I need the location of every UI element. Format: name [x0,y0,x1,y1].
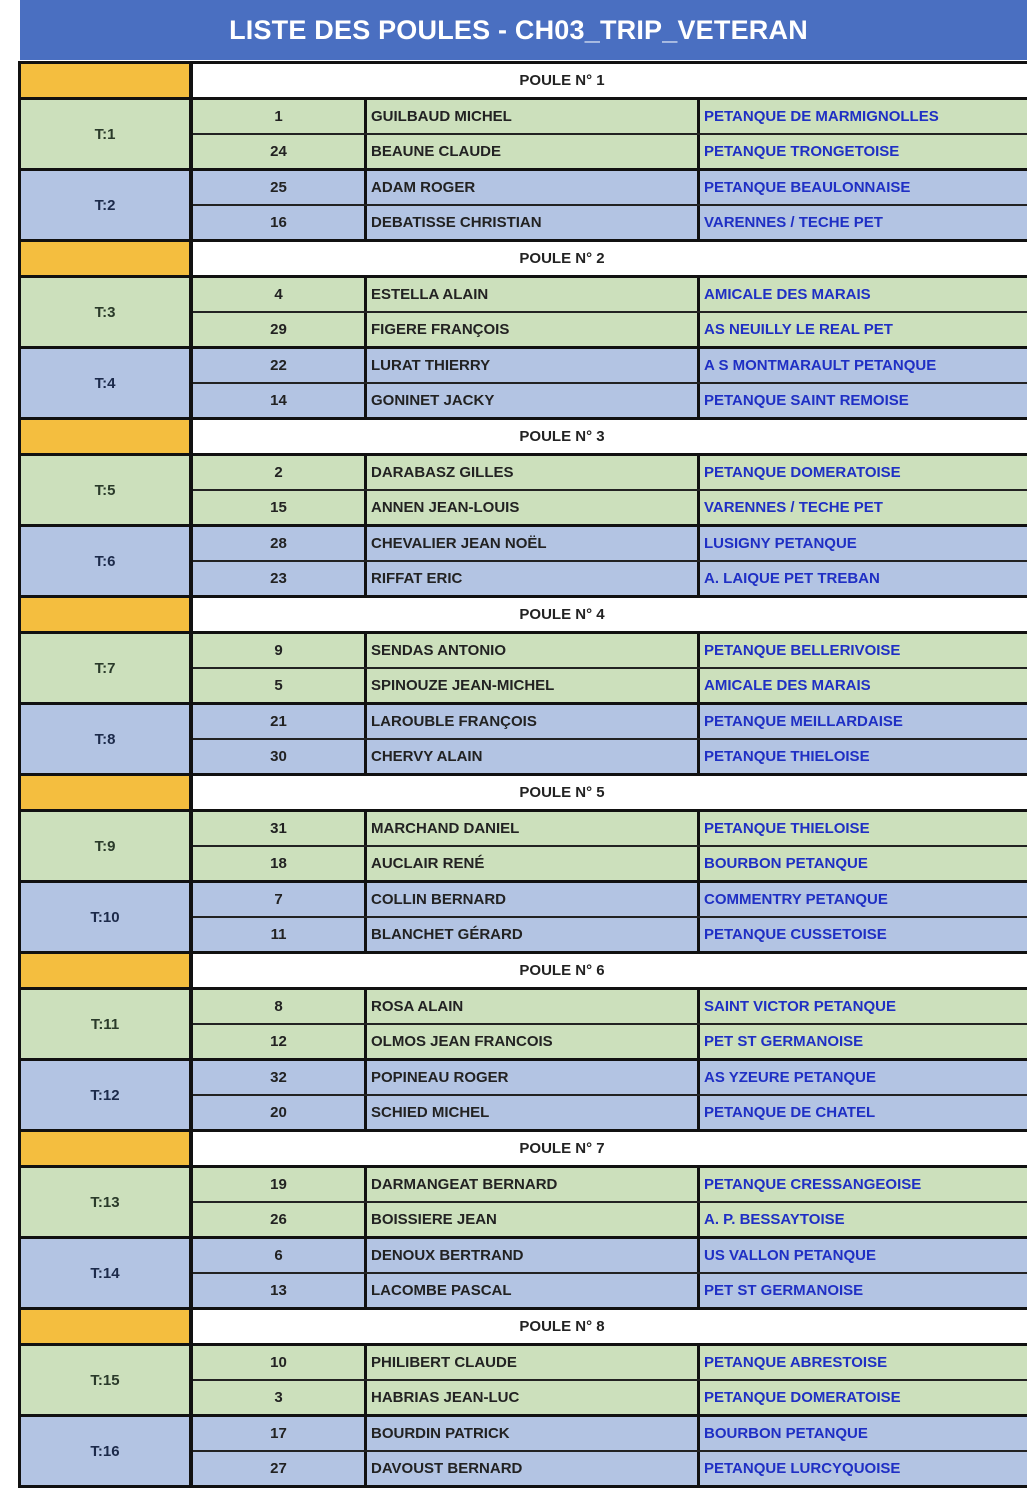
player-row [193,812,1027,845]
player-club: PETANQUE ABRESTOISE [704,1354,888,1371]
poule-header-row [21,598,1027,634]
player-number: 10 [193,1346,367,1379]
player-row [193,349,1027,382]
player-number: 2 [193,456,367,489]
player-row [193,100,1027,133]
players-list [193,1061,1027,1129]
players-list [193,705,1027,773]
team-label: T:10 [21,883,193,951]
player-name: PHILIBERT CLAUDE [367,1346,700,1379]
player-number: 32 [193,1061,367,1094]
page-title: LISTE DES POULES - CH03_TRIP_VETERAN [20,0,1027,60]
player-name: GONINET JACKY [367,384,700,417]
player-name: LAROUBLE FRANÇOIS [367,705,700,738]
player-number: 4 [193,278,367,311]
player-name: CHEVALIER JEAN NOËL [367,527,700,560]
poule-block [21,64,1027,242]
player-row [193,171,1027,204]
poule-block [21,598,1027,776]
player-name: CHERVY ALAIN [367,740,700,773]
player-club: PETANQUE DE CHATEL [704,1104,876,1121]
player-number: 6 [193,1239,367,1272]
player-club: LUSIGNY PETANQUE [704,535,857,552]
player-club: PET ST GERMANOISE [704,1033,864,1050]
poule-block [21,776,1027,954]
poule-marker [21,420,193,453]
player-club: PETANQUE BELLERIVOISE [704,642,901,659]
poule-header-row [21,64,1027,100]
player-number: 29 [193,313,367,346]
player-name: GUILBAUD MICHEL [367,100,700,133]
players-list [193,171,1027,239]
player-club: PETANQUE SAINT REMOISE [704,392,909,409]
poule-title: POULE N° 3 [193,420,1027,453]
player-number: 22 [193,349,367,382]
player-club: A. P. BESSAYTOISE [704,1211,845,1228]
player-number: 19 [193,1168,367,1201]
player-name: RIFFAT ERIC [367,562,700,595]
player-row [193,667,1027,702]
player-club: PET ST GERMANOISE [704,1282,864,1299]
team-group [21,812,1027,883]
poule-title: POULE N° 5 [193,776,1027,809]
player-number: 25 [193,171,367,204]
player-club: PETANQUE LURCYQUOISE [704,1460,901,1477]
team-label: T:3 [21,278,193,346]
player-name: OLMOS JEAN FRANCOIS [367,1025,700,1058]
player-row [193,1450,1027,1485]
players-list [193,990,1027,1058]
players-list [193,100,1027,168]
player-name: ADAM ROGER [367,171,700,204]
player-name: MARCHAND DANIEL [367,812,700,845]
player-number: 24 [193,135,367,168]
poule-marker [21,1310,193,1343]
player-row [193,1094,1027,1129]
player-number: 31 [193,812,367,845]
team-label: T:5 [21,456,193,524]
team-label: T:4 [21,349,193,417]
player-number: 12 [193,1025,367,1058]
player-row [193,705,1027,738]
player-number: 3 [193,1381,367,1414]
player-name: BEAUNE CLAUDE [367,135,700,168]
player-number: 27 [193,1452,367,1485]
player-club: PETANQUE DE MARMIGNOLLES [704,108,939,125]
player-name: HABRIAS JEAN-LUC [367,1381,700,1414]
poule-marker [21,64,193,97]
player-number: 14 [193,384,367,417]
poule-title: POULE N° 1 [193,64,1027,97]
player-name: BOURDIN PATRICK [367,1417,700,1450]
team-group [21,456,1027,527]
player-club: AS YZEURE PETANQUE [704,1069,876,1086]
team-group [21,1417,1027,1488]
team-group [21,634,1027,705]
player-club: AMICALE DES MARAIS [704,286,871,303]
player-club: AMICALE DES MARAIS [704,677,871,694]
team-group [21,349,1027,420]
poule-title: POULE N° 7 [193,1132,1027,1165]
player-row [193,916,1027,951]
player-row [193,1023,1027,1058]
poule-header-row [21,242,1027,278]
player-number: 11 [193,918,367,951]
players-list [193,634,1027,702]
players-list [193,456,1027,524]
team-group [21,171,1027,242]
player-number: 5 [193,669,367,702]
player-row [193,382,1027,417]
player-club: A S MONTMARAULT PETANQUE [704,357,937,374]
poule-block [21,1132,1027,1310]
poule-block [21,954,1027,1132]
player-name: POPINEAU ROGER [367,1061,700,1094]
player-number: 26 [193,1203,367,1236]
player-row [193,1272,1027,1307]
player-name: ESTELLA ALAIN [367,278,700,311]
player-number: 18 [193,847,367,880]
player-number: 17 [193,1417,367,1450]
player-number: 7 [193,883,367,916]
player-row [193,1379,1027,1414]
player-name: BLANCHET GÉRARD [367,918,700,951]
player-name: SPINOUZE JEAN-MICHEL [367,669,700,702]
player-name: FIGERE FRANÇOIS [367,313,700,346]
poule-block [21,420,1027,598]
player-row [193,1168,1027,1201]
player-row [193,560,1027,595]
player-club: AS NEUILLY LE REAL PET [704,321,893,338]
player-row [193,883,1027,916]
player-row [193,1417,1027,1450]
player-club: COMMENTRY PETANQUE [704,891,888,908]
players-list [193,1168,1027,1236]
player-number: 23 [193,562,367,595]
team-group [21,705,1027,776]
player-name: ANNEN JEAN-LOUIS [367,491,700,524]
player-row [193,1346,1027,1379]
player-name: LURAT THIERRY [367,349,700,382]
player-name: BOISSIERE JEAN [367,1203,700,1236]
team-label: T:11 [21,990,193,1058]
team-label: T:2 [21,171,193,239]
poule-marker [21,598,193,631]
team-label: T:1 [21,100,193,168]
poule-marker [21,954,193,987]
players-list [193,278,1027,346]
player-row [193,845,1027,880]
players-list [193,527,1027,595]
players-list [193,1346,1027,1414]
player-club: BOURBON PETANQUE [704,855,868,872]
player-club: VARENNES / TECHE PET [704,499,883,516]
player-club: VARENNES / TECHE PET [704,214,883,231]
player-name: COLLIN BERNARD [367,883,700,916]
poule-header-row [21,420,1027,456]
poule-marker [21,776,193,809]
player-club: SAINT VICTOR PETANQUE [704,998,896,1015]
poule-marker [21,242,193,275]
player-number: 21 [193,705,367,738]
player-club: PETANQUE THIELOISE [704,820,870,837]
player-row [193,311,1027,346]
player-club: US VALLON PETANQUE [704,1247,876,1264]
team-label: T:14 [21,1239,193,1307]
player-name: SENDAS ANTONIO [367,634,700,667]
team-group [21,100,1027,171]
poule-title: POULE N° 2 [193,242,1027,275]
player-row [193,527,1027,560]
poule-header-row [21,1310,1027,1346]
player-name: DEBATISSE CHRISTIAN [367,206,700,239]
player-name: ROSA ALAIN [367,990,700,1023]
player-club: PETANQUE THIELOISE [704,748,870,765]
player-club: BOURBON PETANQUE [704,1425,868,1442]
player-number: 15 [193,491,367,524]
players-list [193,1239,1027,1307]
team-group [21,527,1027,598]
team-group [21,278,1027,349]
player-club: PETANQUE TRONGETOISE [704,143,900,160]
player-number: 20 [193,1096,367,1129]
player-row [193,738,1027,773]
player-name: DAVOUST BERNARD [367,1452,700,1485]
player-row [193,1201,1027,1236]
player-row [193,489,1027,524]
player-club: A. LAIQUE PET TREBAN [704,570,880,587]
poule-title: POULE N° 6 [193,954,1027,987]
poule-header-row [21,1132,1027,1168]
poule-title: POULE N° 8 [193,1310,1027,1343]
player-name: DARABASZ GILLES [367,456,700,489]
poules-table [18,61,1027,1488]
player-row [193,634,1027,667]
team-label: T:12 [21,1061,193,1129]
player-name: LACOMBE PASCAL [367,1274,700,1307]
player-row [193,278,1027,311]
player-number: 28 [193,527,367,560]
player-name: DARMANGEAT BERNARD [367,1168,700,1201]
players-list [193,349,1027,417]
poule-header-row [21,954,1027,990]
players-list [193,812,1027,880]
team-group [21,1346,1027,1417]
team-label: T:8 [21,705,193,773]
poule-marker [21,1132,193,1165]
team-group [21,883,1027,954]
poule-block [21,242,1027,420]
poule-title: POULE N° 4 [193,598,1027,631]
team-label: T:6 [21,527,193,595]
team-group [21,1061,1027,1132]
player-name: SCHIED MICHEL [367,1096,700,1129]
player-name: DENOUX BERTRAND [367,1239,700,1272]
player-club: PETANQUE BEAULONNAISE [704,179,911,196]
players-list [193,883,1027,951]
player-number: 30 [193,740,367,773]
player-club: PETANQUE DOMERATOISE [704,464,901,481]
player-number: 8 [193,990,367,1023]
team-label: T:9 [21,812,193,880]
team-label: T:7 [21,634,193,702]
team-group [21,1239,1027,1310]
player-club: PETANQUE CUSSETOISE [704,926,887,943]
poule-header-row [21,776,1027,812]
player-number: 9 [193,634,367,667]
player-club: PETANQUE DOMERATOISE [704,1389,901,1406]
player-number: 1 [193,100,367,133]
team-group [21,990,1027,1061]
team-label: T:16 [21,1417,193,1485]
player-club: PETANQUE MEILLARDAISE [704,713,903,730]
player-name: AUCLAIR RENÉ [367,847,700,880]
player-row [193,1061,1027,1094]
player-number: 16 [193,206,367,239]
team-label: T:15 [21,1346,193,1414]
player-row [193,1239,1027,1272]
player-row [193,204,1027,239]
poule-block [21,1310,1027,1488]
player-row [193,456,1027,489]
players-list [193,1417,1027,1485]
player-row [193,133,1027,168]
team-group [21,1168,1027,1239]
team-label: T:13 [21,1168,193,1236]
player-row [193,990,1027,1023]
player-club: PETANQUE CRESSANGEOISE [704,1176,922,1193]
player-number: 13 [193,1274,367,1307]
